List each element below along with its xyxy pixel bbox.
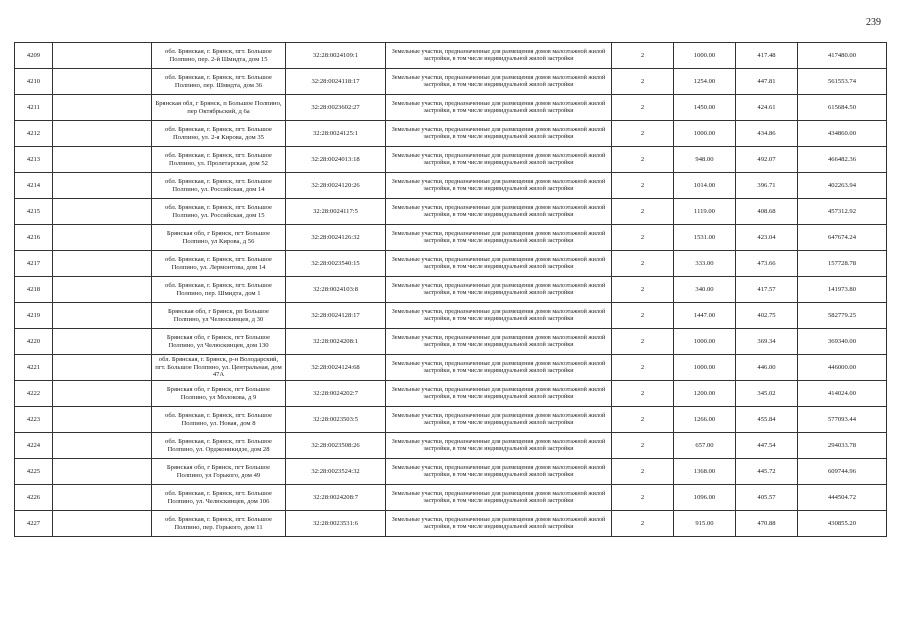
address-cell: обл. Брянская, г. Брянск, пгт. Большое Полпино, ул. 2-я Кирова, дом 35 bbox=[152, 121, 286, 147]
area-cell: 1200.00 bbox=[674, 381, 736, 407]
spacer-cell bbox=[53, 173, 152, 199]
row-number-cell: 4217 bbox=[15, 251, 53, 277]
table-row bbox=[15, 199, 887, 225]
specific-value-cell: 417.48 bbox=[736, 43, 798, 69]
table-row bbox=[15, 485, 887, 511]
specific-value-cell: 447.81 bbox=[736, 69, 798, 95]
land-use-cell: Земельные участки, предназначенные для размещения домов малоэтажной жилой застройки, в том числе индивидуальной жилой застройки bbox=[386, 303, 612, 329]
area-cell: 1450.00 bbox=[674, 95, 736, 121]
row-number-cell: 4213 bbox=[15, 147, 53, 173]
address-cell: обл. Брянская, г. Брянск, пгт. Большое Полпино, пер. Шмидта, дом 1 bbox=[152, 277, 286, 303]
cadastral-number-cell: 32:28:0023508:26 bbox=[286, 433, 386, 459]
group-cell: 2 bbox=[612, 43, 674, 69]
cadastral-value-cell: 369340.00 bbox=[798, 329, 887, 355]
table-row bbox=[15, 277, 887, 303]
table-row bbox=[15, 355, 887, 381]
group-cell: 2 bbox=[612, 277, 674, 303]
land-use-cell: Земельные участки, предназначенные для размещения домов малоэтажной жилой застройки, в том числе индивидуальной жилой застройки bbox=[386, 433, 612, 459]
group-cell: 2 bbox=[612, 381, 674, 407]
group-cell: 2 bbox=[612, 303, 674, 329]
cadastral-value-cell: 446000.00 bbox=[798, 355, 887, 381]
row-number-cell: 4221 bbox=[15, 355, 53, 381]
address-cell: Брянская обл, г Брянск, пгт Большое Полпино, ул Челюскинцев, дом 130 bbox=[152, 329, 286, 355]
cadastral-number-cell: 32:28:0024128:17 bbox=[286, 303, 386, 329]
specific-value-cell: 447.54 bbox=[736, 433, 798, 459]
spacer-cell bbox=[53, 251, 152, 277]
table-row bbox=[15, 121, 887, 147]
cadastral-value-cell: 294033.78 bbox=[798, 433, 887, 459]
table-row bbox=[15, 329, 887, 355]
group-cell: 2 bbox=[612, 199, 674, 225]
cadastral-value-cell: 417480.00 bbox=[798, 43, 887, 69]
spacer-cell bbox=[53, 69, 152, 95]
cadastral-number-cell: 32:28:0024125:1 bbox=[286, 121, 386, 147]
cadastral-number-cell: 32:28:0023503:5 bbox=[286, 407, 386, 433]
land-use-cell: Земельные участки, предназначенные для размещения домов малоэтажной жилой застройки, в том числе индивидуальной жилой застройки bbox=[386, 251, 612, 277]
row-number-cell: 4215 bbox=[15, 199, 53, 225]
area-cell: 1014.00 bbox=[674, 173, 736, 199]
cadastral-number-cell: 32:28:0024103:8 bbox=[286, 277, 386, 303]
table-row bbox=[15, 95, 887, 121]
area-cell: 1266.00 bbox=[674, 407, 736, 433]
row-number-cell: 4209 bbox=[15, 43, 53, 69]
specific-value-cell: 396.71 bbox=[736, 173, 798, 199]
specific-value-cell: 445.72 bbox=[736, 459, 798, 485]
address-cell: обл. Брянская, г. Брянск, пгт. Большое Полпино, ул. Российская, дом 15 bbox=[152, 199, 286, 225]
spacer-cell bbox=[53, 355, 152, 381]
specific-value-cell: 446.00 bbox=[736, 355, 798, 381]
cadastral-value-cell: 414024.00 bbox=[798, 381, 887, 407]
group-cell: 2 bbox=[612, 173, 674, 199]
area-cell: 340.00 bbox=[674, 277, 736, 303]
address-cell: обл. Брянская, г. Брянск, пгт. Большое Полпино, ул. Российская, дом 14 bbox=[152, 173, 286, 199]
row-number-cell: 4219 bbox=[15, 303, 53, 329]
spacer-cell bbox=[53, 433, 152, 459]
cadastral-value-cell: 434860.00 bbox=[798, 121, 887, 147]
spacer-cell bbox=[53, 407, 152, 433]
cadastral-number-cell: 32:28:0023540:15 bbox=[286, 251, 386, 277]
spacer-cell bbox=[53, 43, 152, 69]
area-cell: 915.00 bbox=[674, 511, 736, 537]
row-number-cell: 4218 bbox=[15, 277, 53, 303]
spacer-cell bbox=[53, 329, 152, 355]
cadastral-value-cell: 141973.80 bbox=[798, 277, 887, 303]
cadastral-value-cell: 444504.72 bbox=[798, 485, 887, 511]
address-cell: обл. Брянская, г. Брянск, пгт. Большое Полпино, ул. Челюскинцев, дом 106 bbox=[152, 485, 286, 511]
area-cell: 1000.00 bbox=[674, 121, 736, 147]
land-use-cell: Земельные участки, предназначенные для размещения домов малоэтажной жилой застройки, в том числе индивидуальной жилой застройки bbox=[386, 485, 612, 511]
table-row bbox=[15, 459, 887, 485]
cadastral-number-cell: 32:28:0023602:27 bbox=[286, 95, 386, 121]
land-use-cell: Земельные участки, предназначенные для размещения домов малоэтажной жилой застройки, в том числе индивидуальной жилой застройки bbox=[386, 173, 612, 199]
cadastral-number-cell: 32:28:0023531:6 bbox=[286, 511, 386, 537]
table-row bbox=[15, 303, 887, 329]
area-cell: 1000.00 bbox=[674, 43, 736, 69]
specific-value-cell: 405.57 bbox=[736, 485, 798, 511]
spacer-cell bbox=[53, 147, 152, 173]
row-number-cell: 4212 bbox=[15, 121, 53, 147]
cadastral-number-cell: 32:28:0024124:68 bbox=[286, 355, 386, 381]
cadastral-value-cell: 466482.36 bbox=[798, 147, 887, 173]
group-cell: 2 bbox=[612, 225, 674, 251]
specific-value-cell: 402.75 bbox=[736, 303, 798, 329]
spacer-cell bbox=[53, 225, 152, 251]
specific-value-cell: 492.07 bbox=[736, 147, 798, 173]
land-use-cell: Земельные участки, предназначенные для размещения домов малоэтажной жилой застройки, в том числе индивидуальной жилой застройки bbox=[386, 147, 612, 173]
group-cell: 2 bbox=[612, 485, 674, 511]
land-use-cell: Земельные участки, предназначенные для размещения домов малоэтажной жилой застройки, в том числе индивидуальной жилой застройки bbox=[386, 277, 612, 303]
cadastral-number-cell: 32:28:0024126:32 bbox=[286, 225, 386, 251]
land-use-cell: Земельные участки, предназначенные для размещения домов малоэтажной жилой застройки, в том числе индивидуальной жилой застройки bbox=[386, 95, 612, 121]
area-cell: 333.00 bbox=[674, 251, 736, 277]
row-number-cell: 4216 bbox=[15, 225, 53, 251]
row-number-cell: 4226 bbox=[15, 485, 53, 511]
address-cell: обл. Брянская, г. Брянск, пгт. Большое Полпино, пер. Горького, дом 11 bbox=[152, 511, 286, 537]
page-number: 239 bbox=[866, 17, 881, 28]
specific-value-cell: 470.88 bbox=[736, 511, 798, 537]
address-cell: обл. Брянская, г. Брянск, пгт. Большое Полпино, ул. Лермонтова, дом 14 bbox=[152, 251, 286, 277]
address-cell: Брянская обл, г Брянск, п Большое Полпино, пер Октябрьский, д 6а bbox=[152, 95, 286, 121]
area-cell: 1368.00 bbox=[674, 459, 736, 485]
land-use-cell: Земельные участки, предназначенные для размещения домов малоэтажной жилой застройки, в том числе индивидуальной жилой застройки bbox=[386, 329, 612, 355]
spacer-cell bbox=[53, 485, 152, 511]
cadastral-number-cell: 32:28:0024202:7 bbox=[286, 381, 386, 407]
spacer-cell bbox=[53, 95, 152, 121]
cadastral-value-cell: 615684.50 bbox=[798, 95, 887, 121]
specific-value-cell: 345.02 bbox=[736, 381, 798, 407]
area-cell: 1119.00 bbox=[674, 199, 736, 225]
address-cell: Брянская обл, г Брянск, рп Большое Полпино, ул Челюскинцев, д 30 bbox=[152, 303, 286, 329]
table-row bbox=[15, 381, 887, 407]
table-row bbox=[15, 173, 887, 199]
land-use-cell: Земельные участки, предназначенные для размещения домов малоэтажной жилой застройки, в том числе индивидуальной жилой застройки bbox=[386, 355, 612, 381]
spacer-cell bbox=[53, 199, 152, 225]
address-cell: Брянская обл, г Брянск, пгт Большое Полпино, ул Молокова, д 9 bbox=[152, 381, 286, 407]
cadastral-value-cell: 609744.96 bbox=[798, 459, 887, 485]
group-cell: 2 bbox=[612, 121, 674, 147]
group-cell: 2 bbox=[612, 69, 674, 95]
row-number-cell: 4214 bbox=[15, 173, 53, 199]
spacer-cell bbox=[53, 121, 152, 147]
cadastral-number-cell: 32:28:0024208:7 bbox=[286, 485, 386, 511]
table-row bbox=[15, 511, 887, 537]
cadastral-number-cell: 32:28:0024117:5 bbox=[286, 199, 386, 225]
group-cell: 2 bbox=[612, 511, 674, 537]
cadastral-number-cell: 32:28:0023524:32 bbox=[286, 459, 386, 485]
address-cell: обл. Брянская, г. Брянск, р-н Володарский, пгт. Большое Полпино, ул. Центральная, дом 47А bbox=[152, 355, 286, 381]
area-cell: 1531.00 bbox=[674, 225, 736, 251]
spacer-cell bbox=[53, 381, 152, 407]
cadastral-value-table bbox=[14, 42, 887, 537]
area-cell: 948.00 bbox=[674, 147, 736, 173]
land-use-cell: Земельные участки, предназначенные для размещения домов малоэтажной жилой застройки, в том числе индивидуальной жилой застройки bbox=[386, 225, 612, 251]
specific-value-cell: 408.68 bbox=[736, 199, 798, 225]
address-cell: обл. Брянская, г. Брянск, пгт. Большое Полпино, ул. Новая, дом 8 bbox=[152, 407, 286, 433]
cadastral-number-cell: 32:28:0024109:1 bbox=[286, 43, 386, 69]
table-row bbox=[15, 43, 887, 69]
cadastral-number-cell: 32:28:0024013:18 bbox=[286, 147, 386, 173]
group-cell: 2 bbox=[612, 251, 674, 277]
land-use-cell: Земельные участки, предназначенные для размещения домов малоэтажной жилой застройки, в том числе индивидуальной жилой застройки bbox=[386, 407, 612, 433]
table-row bbox=[15, 225, 887, 251]
address-cell: обл. Брянская, г. Брянск, пгт. Большое Полпино, пер. Шмидта, дом 36 bbox=[152, 69, 286, 95]
cadastral-value-cell: 457312.92 bbox=[798, 199, 887, 225]
group-cell: 2 bbox=[612, 355, 674, 381]
cadastral-number-cell: 32:28:0024208:1 bbox=[286, 329, 386, 355]
spacer-cell bbox=[53, 277, 152, 303]
row-number-cell: 4220 bbox=[15, 329, 53, 355]
specific-value-cell: 423.04 bbox=[736, 225, 798, 251]
group-cell: 2 bbox=[612, 329, 674, 355]
row-number-cell: 4224 bbox=[15, 433, 53, 459]
land-use-cell: Земельные участки, предназначенные для размещения домов малоэтажной жилой застройки, в том числе индивидуальной жилой застройки bbox=[386, 121, 612, 147]
area-cell: 1254.00 bbox=[674, 69, 736, 95]
land-use-cell: Земельные участки, предназначенные для размещения домов малоэтажной жилой застройки, в том числе индивидуальной жилой застройки bbox=[386, 459, 612, 485]
table-row bbox=[15, 433, 887, 459]
land-use-cell: Земельные участки, предназначенные для размещения домов малоэтажной жилой застройки, в том числе индивидуальной жилой застройки bbox=[386, 199, 612, 225]
table-row bbox=[15, 251, 887, 277]
row-number-cell: 4222 bbox=[15, 381, 53, 407]
specific-value-cell: 424.61 bbox=[736, 95, 798, 121]
cadastral-value-cell: 561553.74 bbox=[798, 69, 887, 95]
cadastral-value-cell: 582779.25 bbox=[798, 303, 887, 329]
area-cell: 1000.00 bbox=[674, 355, 736, 381]
row-number-cell: 4211 bbox=[15, 95, 53, 121]
cadastral-value-cell: 402263.94 bbox=[798, 173, 887, 199]
address-cell: обл. Брянская, г. Брянск, пгт. Большое Полпино, ул. Орджоникидзе, дом 28 bbox=[152, 433, 286, 459]
land-use-cell: Земельные участки, предназначенные для размещения домов малоэтажной жилой застройки, в том числе индивидуальной жилой застройки bbox=[386, 43, 612, 69]
spacer-cell bbox=[53, 459, 152, 485]
group-cell: 2 bbox=[612, 407, 674, 433]
cadastral-value-cell: 157728.78 bbox=[798, 251, 887, 277]
row-number-cell: 4227 bbox=[15, 511, 53, 537]
row-number-cell: 4223 bbox=[15, 407, 53, 433]
group-cell: 2 bbox=[612, 459, 674, 485]
land-use-cell: Земельные участки, предназначенные для размещения домов малоэтажной жилой застройки, в том числе индивидуальной жилой застройки bbox=[386, 511, 612, 537]
specific-value-cell: 417.57 bbox=[736, 277, 798, 303]
table-row bbox=[15, 69, 887, 95]
group-cell: 2 bbox=[612, 147, 674, 173]
specific-value-cell: 455.84 bbox=[736, 407, 798, 433]
specific-value-cell: 473.66 bbox=[736, 251, 798, 277]
address-cell: Брянская обл, г Брянск, пгт Большое Полпино, ул Кирова, д 56 bbox=[152, 225, 286, 251]
area-cell: 1447.00 bbox=[674, 303, 736, 329]
land-use-cell: Земельные участки, предназначенные для размещения домов малоэтажной жилой застройки, в том числе индивидуальной жилой застройки bbox=[386, 381, 612, 407]
cadastral-number-cell: 32:28:0024118:17 bbox=[286, 69, 386, 95]
group-cell: 2 bbox=[612, 433, 674, 459]
address-cell: обл. Брянская, г. Брянск, пгт. Большое Полпино, ул. Пролетарская, дом 52 bbox=[152, 147, 286, 173]
address-cell: обл. Брянская, г. Брянск, пгт. Большое Полпино, пер. 2-й Шмидта, дом 15 bbox=[152, 43, 286, 69]
address-cell: Брянская обл, г Брянск, пгт Большое Полпино, ул Горького, дом 49 bbox=[152, 459, 286, 485]
cadastral-value-cell: 577093.44 bbox=[798, 407, 887, 433]
cadastral-value-cell: 430855.20 bbox=[798, 511, 887, 537]
table-row bbox=[15, 147, 887, 173]
specific-value-cell: 369.34 bbox=[736, 329, 798, 355]
row-number-cell: 4225 bbox=[15, 459, 53, 485]
cadastral-value-cell: 647674.24 bbox=[798, 225, 887, 251]
area-cell: 1096.00 bbox=[674, 485, 736, 511]
group-cell: 2 bbox=[612, 95, 674, 121]
area-cell: 1000.00 bbox=[674, 329, 736, 355]
spacer-cell bbox=[53, 303, 152, 329]
row-number-cell: 4210 bbox=[15, 69, 53, 95]
land-use-cell: Земельные участки, предназначенные для размещения домов малоэтажной жилой застройки, в том числе индивидуальной жилой застройки bbox=[386, 69, 612, 95]
area-cell: 657.00 bbox=[674, 433, 736, 459]
spacer-cell bbox=[53, 511, 152, 537]
table-body bbox=[15, 43, 887, 537]
table-row bbox=[15, 407, 887, 433]
cadastral-number-cell: 32:28:0024120:26 bbox=[286, 173, 386, 199]
specific-value-cell: 434.86 bbox=[736, 121, 798, 147]
